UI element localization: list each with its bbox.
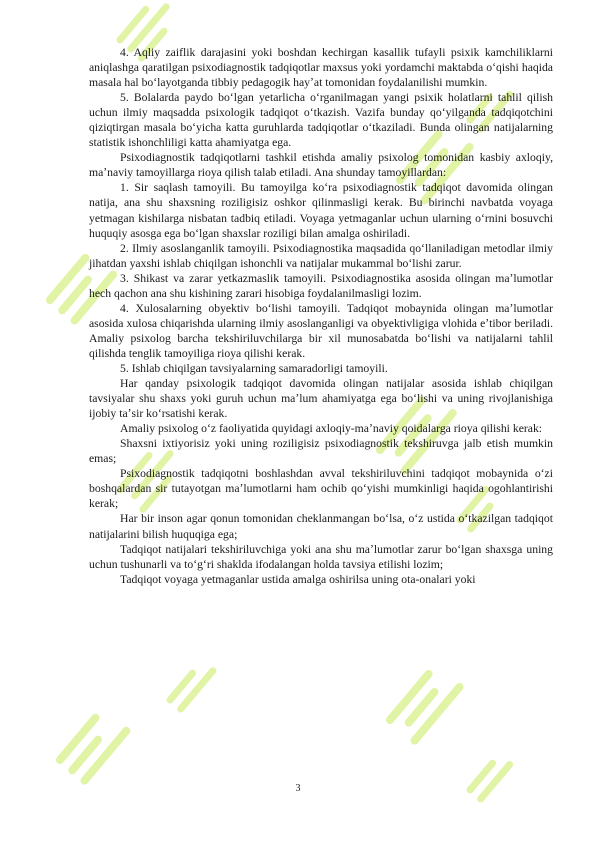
paragraph: 2. Ilmiy asoslanganlik tamoyili. Psixodiagnostika maqsadida qoʻllaniladigan metodlar ilmiy jihatdan yaxshi ishlab chiqilgan ishonchli va natijalar mukammal boʻlishi zarur. — [89, 241, 553, 270]
body-text — [89, 45, 553, 587]
paragraph: 5. Bolalarda paydo boʻlgan yetarlicha oʻrganilmagan yangi psixik holatlarni tahlil qilish uchun ilmiy maqsadda psixologik tadqiqot oʻtkazish. Vazifa bunday qoʻyilganda tadqiqotchini qiziqtirgan masala boʻyicha katta guruhlarda tadqiqotlar oʻtkaziladi. Bunda olingan natijalarning statistik ishonchliligi katta ahamiyatga ega. — [89, 91, 553, 150]
paragraph: 1. Sir saqlash tamoyili. Bu tamoyilga koʻra psixodiagnostik tadqiqot davomida olingan natija, ana shu shaxsning roziligisiz oshkor qilinmasligi kerak. Bu birinchi navbatda voyaga yetmagan kishilarga nisbatan tadbiq etiladi. Voyaga yetmaganlar uchun ularning oʻrnini bosuvchi huquqiy asosga ega boʻlgan shaxslar roziligi bilan amalga oshiriladi. — [89, 181, 553, 240]
paragraph: Amaliy psixolog oʻz faoliyatida quyidagi axloqiy-maʼnaviy qoidalarga rioya qilishi kerak: — [120, 422, 543, 436]
paragraph: Psixodiagnostik tadqiqotni boshlashdan avval tekshiriluvchini tadqiqot mobaynida oʻzi boshqalardan sir tutayotgan maʼlumotlarni ham ochib qoʻyishi mumkinligi haqida ogohlantirishi kerak; — [89, 467, 553, 511]
paragraph: Psixodiagnostik tadqiqotlarni tashkil etishda amaliy psixolog tomonidan kasbiy axloqiy, maʼnaviy tamoyillarga rioya qilish talab etiladi. Ana shunday tamoyillardan: — [89, 151, 553, 180]
paragraph: 4. Xulosalarning obyektiv boʻlishi tamoyili. Tadqiqot mobaynida olingan maʼlumotlar asosida xulosa chiqarishda ularning ilmiy asoslanganligi va obyektivligiga vlohida eʼtibor beriladi. Amaliy psixolog barcha tekshiriluvchilarga bir xil munosabatda boʻlishi va natijalarni tahlil qilishda tenglik tamoyiliga rioya qilishi kerak. — [89, 301, 553, 360]
paragraph: Shaxsni ixtiyorisiz yoki uning roziligisiz psixodiagnostik tekshiruvga jalb etish mumkin emas; — [89, 437, 553, 466]
page-number: 3 — [295, 783, 301, 794]
paragraph: Tadqiqot voyaga yetmaganlar ustida amalga oshirilsa uning ota-onalari yoki — [120, 572, 476, 586]
paragraph: Har qanday psixologik tadqiqot davomida olingan natijalar asosida ishlab chiqilgan tavsiyalar shu shaxs yoki guruh uchun maʼlum ahamiyatga ega boʻlishi va uning rivojlanishiga ijobiy taʼsir koʻrsatishi kerak. — [89, 377, 553, 421]
paragraph: 3. Shikast va zarar yetkazmaslik tamoyili. Psixodiagnostika asosida olingan maʼlumotlar hech qachon ana shu kishining zarari hisobiga foydalanilmasligi lozim. — [89, 271, 553, 300]
paragraph: Har bir inson agar qonun tomonidan cheklanmangan boʻlsa, oʻz ustida oʻtkazilgan tadqiqot natijalarini bilish huquqiga ega; — [89, 512, 553, 541]
paragraph: 5. Ishlab chiqilgan tavsiyalarning samaradorligi tamoyili. — [120, 361, 388, 375]
paragraph: Tadqiqot natijalari tekshiriluvchiga yoki ana shu maʼlumotlar zarur boʻlgan shaxsga uning uchun tushunarli va toʻgʻri shaklda ifodalangan holda tavsiya etilishi lozim; — [89, 542, 553, 571]
paragraph: 4. Aqliy zaiflik darajasini yoki boshdan kechirgan kasallik tufayli psixik kamchiliklarni aniqlashga qaratilgan psixodiagnostik tadqiqotlar maxsus yoki yordamchi maktabda oʻqishi haqida masala hal boʻlayotganda tibbiy pedagogik hayʼat tomonidan foydalanilishi mumkin. — [89, 46, 553, 90]
